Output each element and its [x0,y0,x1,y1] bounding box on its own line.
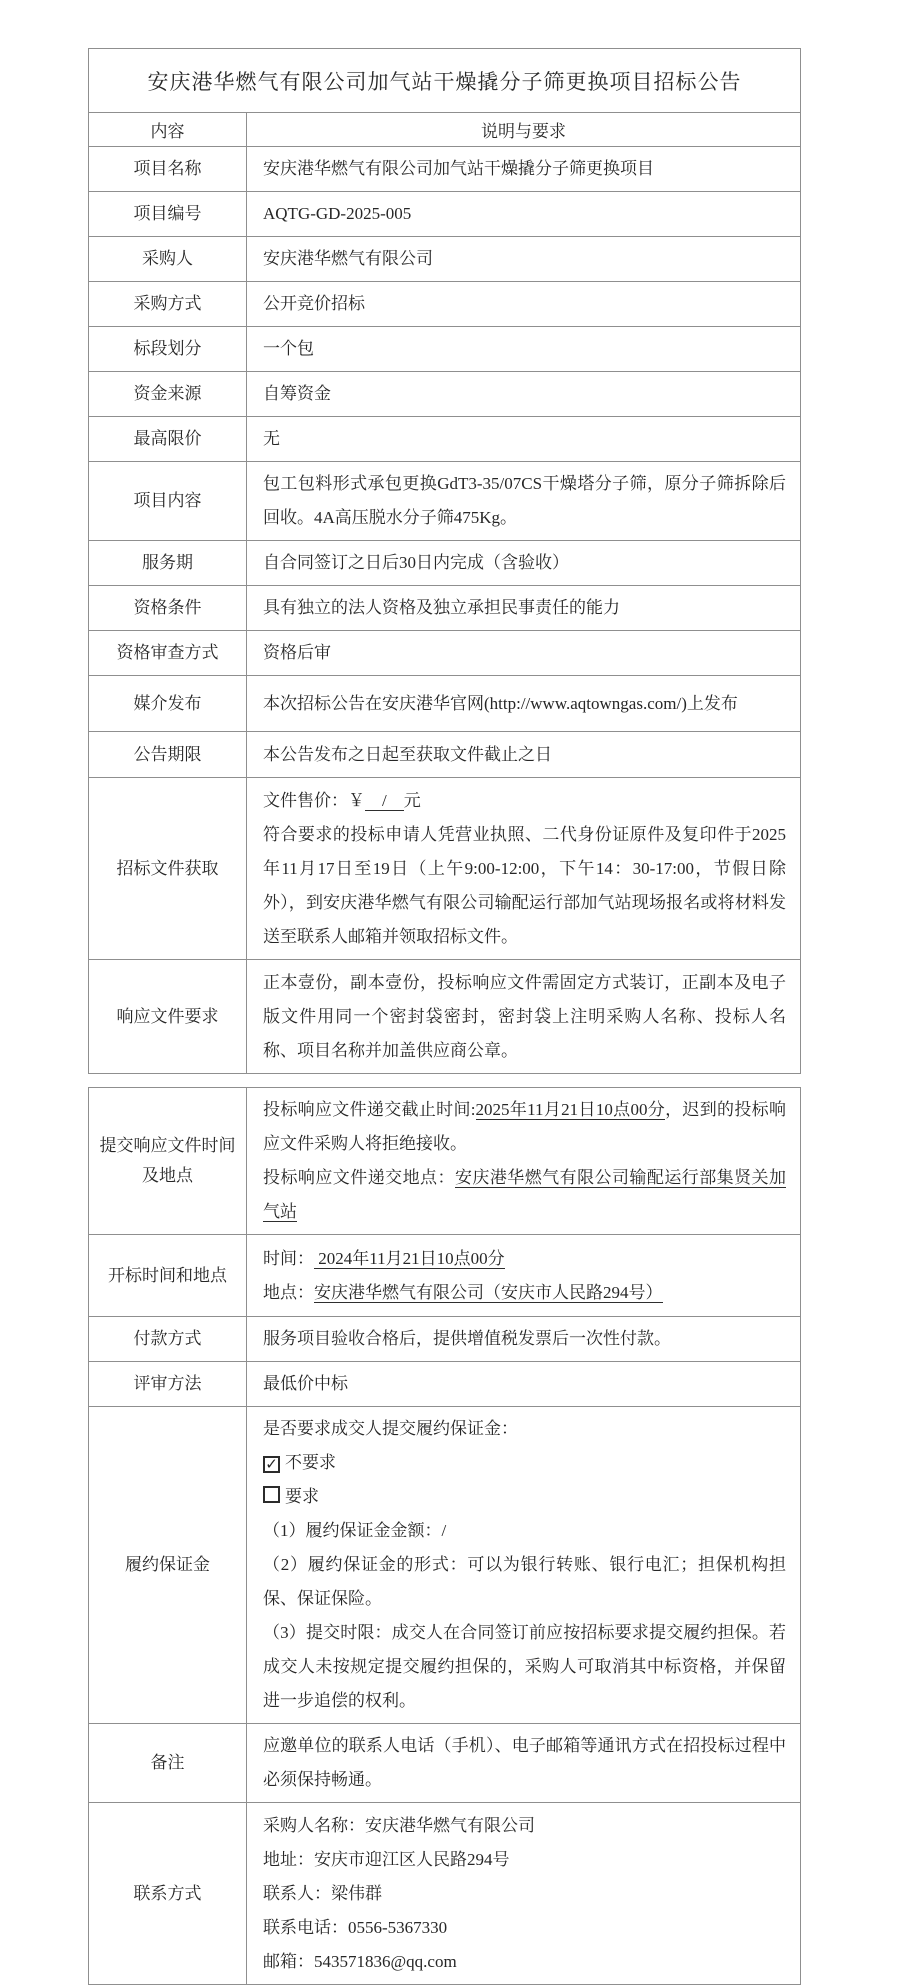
row-label: 招标文件获取 [89,778,247,960]
row-label: 项目名称 [89,147,247,192]
row-content [247,282,801,327]
table-row [89,147,801,192]
row-content [247,1407,801,1724]
table-row [89,778,801,960]
row-content [247,327,801,372]
table2-body [89,1088,801,1985]
table1-body [89,49,801,1074]
content-line [263,197,786,231]
content-line [263,1276,786,1310]
checkbox-unchecked-icon [263,1486,280,1503]
table-row [89,1724,801,1803]
table-row [89,1317,801,1362]
text-segment: 要求 [285,1487,319,1506]
content-line [263,1093,786,1161]
table-row [89,1235,801,1317]
content-line [263,784,786,818]
content-line [263,377,786,411]
header-row [89,113,801,147]
table-row [89,1088,801,1235]
row-label: 响应文件要求 [89,960,247,1074]
text-segment: 联系人：梁伟群 [263,1883,382,1903]
text-segment: 地点： [263,1282,314,1302]
content-line [263,422,786,456]
row-label: 标段划分 [89,327,247,372]
row-content [247,631,801,676]
content-line [263,818,786,954]
text-segment: 安庆港华燃气有限公司（安庆市人民路294号） [314,1282,663,1302]
table-row [89,1407,801,1724]
content-line [263,467,786,535]
row-label: 服务期 [89,541,247,586]
text-segment: （1）履约保证金金额：/ [263,1521,447,1540]
content-line [263,1412,786,1446]
text-segment: 一个包 [263,339,314,358]
page-title: 安庆港华燃气有限公司加气站干燥撬分子筛更换项目招标公告 [89,49,801,113]
text-segment: 2024年11月21日10点00分 [314,1248,505,1268]
content-line [263,152,786,186]
text-segment: 服务项目验收合格后，提供增值税发票后一次性付款。 [263,1329,671,1348]
row-content [247,1317,801,1362]
text-segment: 采购人名称：安庆港华燃气有限公司 [263,1815,535,1835]
text-segment: 无 [263,429,280,448]
row-label: 项目内容 [89,462,247,541]
content-line [263,636,786,670]
row-label: 资格条件 [89,586,247,631]
row-content [247,147,801,192]
table-row [89,417,801,462]
table-row [89,586,801,631]
row-label: 履约保证金 [89,1407,247,1724]
row-content [247,960,801,1074]
content-line [263,1161,786,1229]
text-segment: （2）履约保证金的形式：可以为银行转账、银行电汇；担保机构担保、保证保险。 [263,1555,786,1608]
content-line [263,1548,786,1616]
text-segment: 自筹资金 [263,384,331,403]
table-row [89,960,801,1074]
content-line [263,591,786,625]
text-segment: 邮箱：543571836@qq.com [263,1951,457,1971]
table-row [89,1362,801,1407]
row-content [247,462,801,541]
row-label: 备注 [89,1724,247,1803]
text-segment: ，迟到的投标响应文件采购人将拒绝接收。 [263,1100,786,1153]
row-content [247,541,801,586]
text-segment: 是否要求成交人提交履约保证金： [263,1419,518,1438]
content-line [263,546,786,580]
text-segment: （3）提交时限：成交人在合同签订前应按招标要求提交履约担保。若成交人未按规定提交履约担保的，采购人可取消其中标资格，并保留进一步追偿的权利。 [263,1623,786,1710]
content-line [263,1729,786,1797]
text-segment: 时间： [263,1248,314,1268]
row-label: 开标时间和地点 [89,1235,247,1317]
row-content [247,1724,801,1803]
table-row [89,631,801,676]
row-content [247,1235,801,1317]
text-segment: 投标响应文件递交地点： [263,1168,455,1187]
table-row [89,1803,801,1985]
content-line [263,1480,786,1514]
row-label: 资格审查方式 [89,631,247,676]
table-row [89,732,801,778]
row-content [247,676,801,732]
text-segment: 2025年11月21日10点00分 [475,1100,666,1119]
content-line [263,1911,786,1945]
text-segment: 公开竞价招标 [263,294,365,313]
content-line [263,1945,786,1979]
text-segment: 不要求 [285,1453,336,1472]
text-segment: 本次招标公告在安庆港华官网(http://www.aqtowngas.com/)上发布 [263,693,738,713]
text-segment: 正本壹份，副本壹份，投标响应文件需固定方式装订，正副本及电子版文件用同一个密封袋密封，密封袋上注明采购人名称、投标人名称、项目名称并加盖供应商公章。 [263,972,786,1060]
row-label: 公告期限 [89,732,247,778]
text-segment: 应邀单位的联系人电话（手机）、电子邮箱等通讯方式在招投标过程中必须保持畅通。 [263,1736,786,1789]
content-line [263,966,786,1068]
text-segment: 联系电话：0556-5367330 [263,1917,448,1937]
text-segment: 安庆港华燃气有限公司加气站干燥撬分子筛更换项目 [263,159,654,178]
text-segment: AQTG-GD-2025-005 [263,204,412,223]
row-label: 项目编号 [89,192,247,237]
bid-notice-table-secondary [88,1087,801,1985]
column-header-desc: 说明与要求 [247,113,801,147]
table-row [89,282,801,327]
row-content [247,192,801,237]
content-line [263,1616,786,1718]
content-line [263,1843,786,1877]
row-label: 资金来源 [89,372,247,417]
text-segment: 安庆港华燃气有限公司 [263,249,433,268]
content-line [263,1514,786,1548]
content-line [263,242,786,276]
text-segment: 文件售价：￥ [263,790,365,810]
checkbox-checked-icon: ✓ [263,1456,280,1473]
row-label: 评审方法 [89,1362,247,1407]
text-segment: 最低价中标 [263,1374,348,1393]
text-segment: 元 [403,790,421,810]
title-row [89,49,801,113]
content-line [263,1809,786,1843]
table-row [89,192,801,237]
content-line [263,1446,786,1480]
row-content [247,586,801,631]
bid-notice-table-main [88,48,801,1074]
content-line [263,1242,786,1276]
row-content [247,237,801,282]
row-label: 媒介发布 [89,676,247,732]
row-label: 提交响应文件时间及地点 [89,1088,247,1235]
table-row [89,327,801,372]
row-content [247,732,801,778]
content-line [263,1367,786,1401]
text-segment: 本公告发布之日起至获取文件截止之日 [263,744,552,764]
content-line [263,1877,786,1911]
text-segment: 具有独立的法人资格及独立承担民事责任的能力 [263,598,620,617]
row-content [247,372,801,417]
row-content [247,1088,801,1235]
row-label: 采购人 [89,237,247,282]
text-segment: / [365,790,404,810]
table-row [89,676,801,732]
content-line [263,738,786,772]
text-segment: 资格后审 [263,643,331,662]
row-content [247,1362,801,1407]
row-content [247,778,801,960]
content-line [263,687,786,721]
row-label: 联系方式 [89,1803,247,1985]
table-row [89,462,801,541]
text-segment: 符合要求的投标申请人凭营业执照、二代身份证原件及复印件于2025年11月17日至19日（上午9:00-12:00，下午14：30-17:00，节假日除外），到安庆港华燃气有限公司输配运行部加气站现场报名或将材料发送至联系人邮箱并领取招标文件。 [263,824,786,946]
text-segment: 地址：安庆市迎江区人民路294号 [263,1849,510,1869]
row-label: 付款方式 [89,1317,247,1362]
text-segment: 安庆港华燃气有限公司输配运行部集贤关加气站 [263,1168,787,1221]
column-header-content: 内容 [89,113,247,147]
text-segment: 投标响应文件递交截止时间: [263,1100,476,1119]
row-content [247,417,801,462]
row-content [247,1803,801,1985]
text-segment: 包工包料形式承包更换GdT3-35/07CS干燥塔分子筛，原分子筛拆除后回收。4A高压脱水分子筛475Kg。 [263,474,786,527]
table-row [89,237,801,282]
table-row [89,541,801,586]
row-label: 最高限价 [89,417,247,462]
content-line [263,287,786,321]
text-segment: 自合同签订之日后30日内完成（含验收） [263,553,569,572]
content-line [263,1322,786,1356]
row-label: 采购方式 [89,282,247,327]
table-row [89,372,801,417]
content-line [263,332,786,366]
